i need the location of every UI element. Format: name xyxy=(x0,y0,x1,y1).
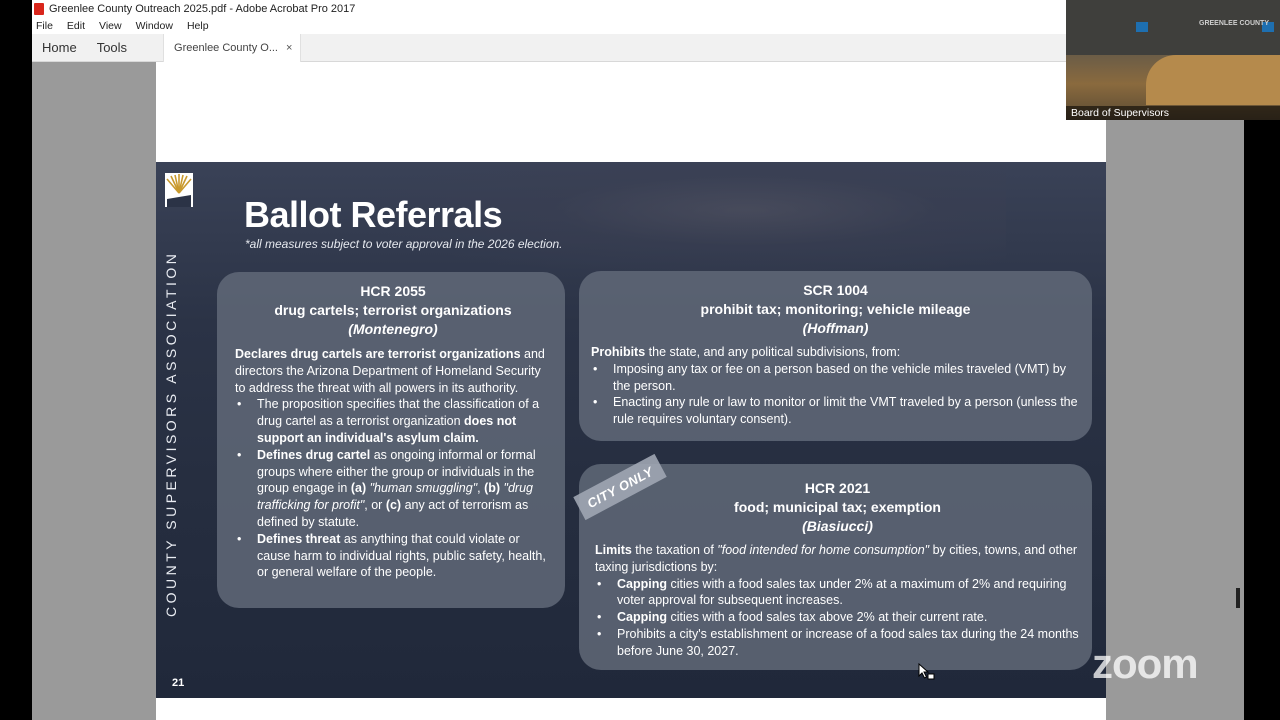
card-heading xyxy=(591,281,1080,338)
card-intro xyxy=(591,344,1080,361)
list-item xyxy=(235,396,551,446)
bullet-text: as ongoing informal or formal groups where either the group or individuals in the group engage in xyxy=(257,447,536,496)
bullet-text: any act of terrorism as defined by statute. xyxy=(257,498,529,529)
intro-text: the state, and any political subdivisions, from: xyxy=(645,345,901,359)
list-item xyxy=(595,576,1080,610)
tab-home[interactable]: Home xyxy=(42,40,77,55)
card-heading xyxy=(235,282,551,339)
bill-topic: prohibit tax; monitoring; vehicle mileage xyxy=(700,301,971,317)
list-item: • Imposing any tax or fee on a person based on the vehicle miles traveled (VMT) by the person. xyxy=(591,361,1080,395)
page-bottom-margin xyxy=(156,698,1106,720)
list-item xyxy=(235,531,551,581)
bullet-bold: Capping xyxy=(617,610,667,625)
sun-logo-icon xyxy=(165,173,193,207)
bullet-text: , or xyxy=(364,498,386,513)
zoom-watermark: zoom xyxy=(1092,640,1198,687)
county-seal-text: GREENLEE COUNTY xyxy=(1199,20,1270,27)
bullet-text: cities with a food sales tax under 2% at a maximum of 2% and requiring voter approval for subsequent increases. xyxy=(617,576,1067,608)
bullet-text: as anything that could violate or cause harm to individual rights, public safety, health, or general welfare of the people. xyxy=(257,531,546,580)
bullet-text: , xyxy=(477,481,485,496)
bullet-bold: (a) xyxy=(350,481,370,496)
intro-bold: Declares drug cartels are terrorist organizations xyxy=(235,347,521,361)
bullet-bold: Capping xyxy=(617,576,667,591)
page-number: 21 xyxy=(172,677,185,689)
right-black-bar xyxy=(1244,120,1280,720)
tab-document[interactable] xyxy=(163,34,301,62)
video-participant-label: Board of Supervisors xyxy=(1066,106,1280,120)
bullet-bold: (c) xyxy=(385,498,402,513)
bill-topic: drug cartels; terrorist organizations xyxy=(274,302,512,318)
bullet-bold: Defines threat xyxy=(257,531,341,546)
bill-sponsor: (Hoffman) xyxy=(802,320,869,336)
intro-text: by cities, towns, and other taxing jurisdictions by: xyxy=(595,543,1078,574)
tab-tools[interactable]: Tools xyxy=(96,40,128,55)
list-item xyxy=(595,609,1080,626)
mouse-cursor-icon xyxy=(918,663,936,681)
left-black-bar xyxy=(0,0,32,720)
intro-text: and directors the Arizona Department of Homeland Security to address the threat with all powers in its authority. xyxy=(235,347,545,395)
intro-italic: "food intended for home consumption" xyxy=(717,543,930,557)
card-hcr-2055 xyxy=(217,272,565,608)
bullet-italic: "drug trafficking for profit" xyxy=(257,481,533,513)
city-only-badge: CITY ONLY xyxy=(573,454,666,520)
window-titlebar xyxy=(32,0,1066,18)
list-item xyxy=(235,447,551,531)
list-item: • Prohibits a city's establishment or increase of a food sales tax during the 24 months before June 30, 2027. xyxy=(595,626,1080,660)
card-intro xyxy=(595,542,1080,576)
bullet-italic: "human smuggling" xyxy=(369,481,478,496)
monitor-screen xyxy=(1136,22,1148,32)
menu-edit[interactable]: Edit xyxy=(66,20,86,32)
bullet-bold: does not support an individual's asylum claim. xyxy=(257,414,517,445)
video-thumbnail[interactable] xyxy=(1066,0,1280,120)
slide-subtitle: *all measures subject to voter approval in the 2026 election. xyxy=(245,237,563,251)
pdf-file-icon xyxy=(34,3,44,15)
list-item: • Enacting any rule or law to monitor or limit the VMT traveled by a person (unless the rule requires voluntary consent). xyxy=(591,394,1080,428)
slide xyxy=(156,162,1106,698)
scrollbar-thumb[interactable] xyxy=(1236,588,1240,608)
acrobat-tab-bar xyxy=(32,34,1066,62)
bill-sponsor: (Montenegro) xyxy=(348,321,438,337)
menu-view[interactable]: View xyxy=(99,20,122,32)
slide-title: Ballot Referrals xyxy=(244,194,503,235)
intro-bold: Prohibits xyxy=(591,345,646,359)
bullet-bold: (b) xyxy=(484,481,504,496)
bill-number: HCR 2055 xyxy=(360,283,426,299)
bill-sponsor: (Biasiucci) xyxy=(802,518,873,534)
bill-number: SCR 1004 xyxy=(803,282,868,298)
menu-bar xyxy=(32,18,1066,34)
document-tab-label: Greenlee County O... xyxy=(174,41,278,54)
card-scr-1004 xyxy=(579,271,1092,441)
menu-help[interactable]: Help xyxy=(186,20,209,32)
intro-bold: Limits xyxy=(595,543,632,557)
bullet-text: The proposition specifies that the classification of a drug cartel as a terrorist organization xyxy=(257,397,540,429)
card-intro xyxy=(235,346,551,396)
menu-file[interactable]: File xyxy=(36,20,53,32)
window-title: Greenlee County Outreach 2025.pdf - Adobe Acrobat Pro 2017 xyxy=(49,3,356,15)
bullet-bold: Defines drug cartel xyxy=(257,447,371,462)
bill-number: HCR 2021 xyxy=(804,480,871,496)
page-top-margin xyxy=(156,62,1106,162)
association-sidebar-text: COUNTY SUPERVISORS ASSOCIATION xyxy=(163,250,179,617)
bill-topic: food; municipal tax; exemption xyxy=(734,499,941,515)
bullet-text: cities with a food sales tax above 2% at their current rate. xyxy=(667,610,988,625)
menu-window[interactable]: Window xyxy=(135,20,173,32)
dais-desk xyxy=(1146,55,1280,105)
card-heading xyxy=(595,479,1080,536)
intro-text: the taxation of xyxy=(631,543,718,557)
close-tab-icon[interactable]: × xyxy=(286,41,293,54)
card-hcr-2021 xyxy=(579,464,1092,670)
